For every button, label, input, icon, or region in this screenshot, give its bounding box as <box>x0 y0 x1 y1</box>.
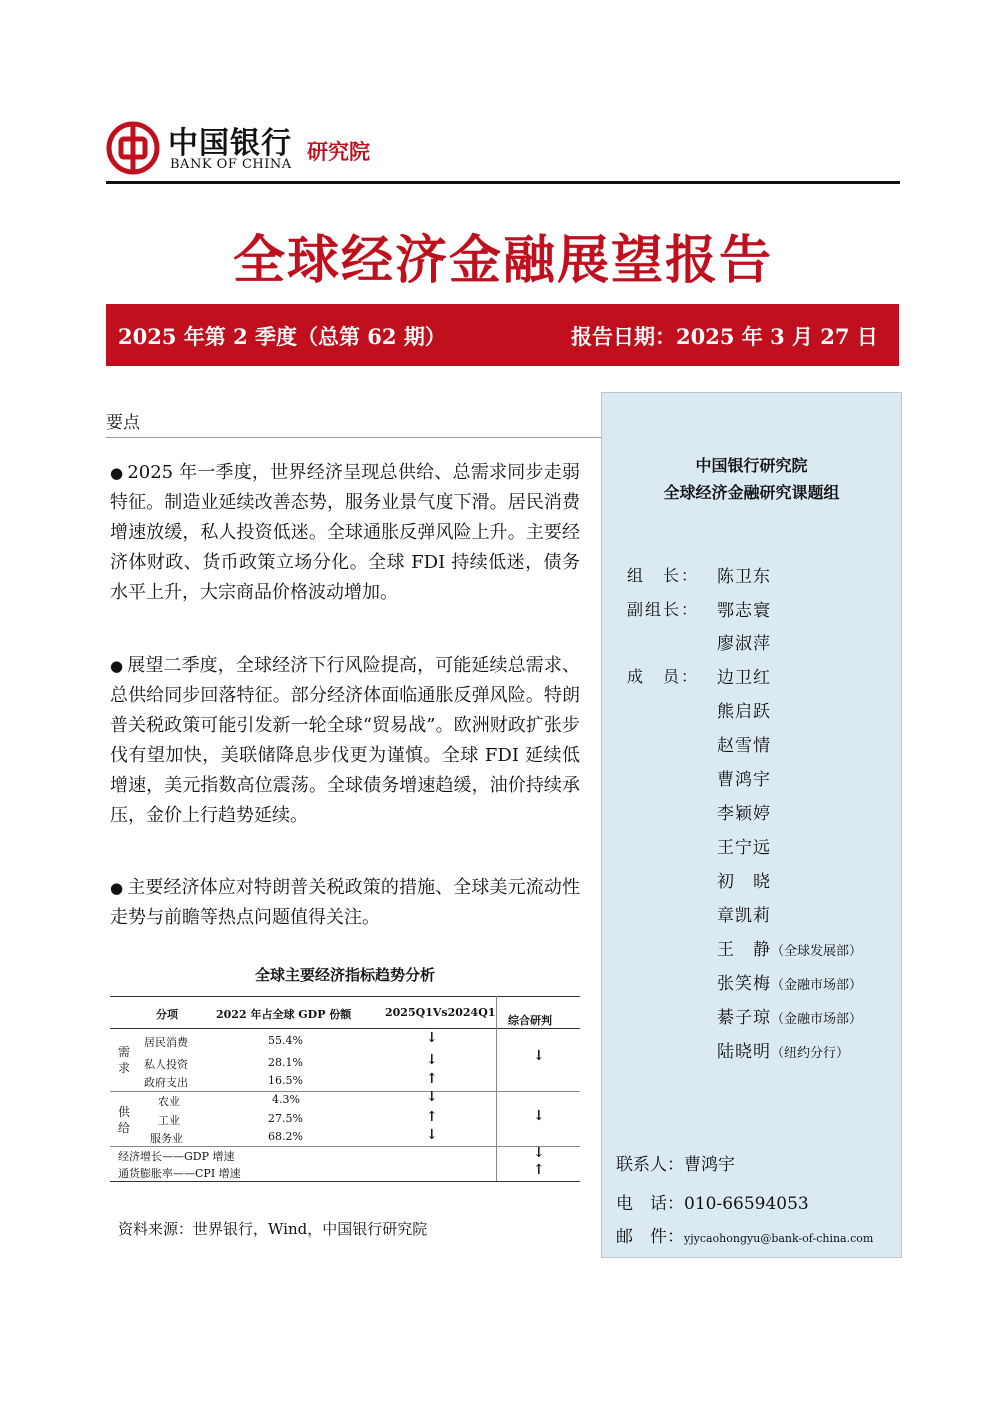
member-name: 张笑梅 <box>717 974 771 994</box>
member-name: 綦子琼 <box>717 1008 771 1028</box>
table-title: 全球主要经济指标趋势分析 <box>254 966 435 984</box>
member-name: 陆晓明 <box>717 1042 771 1062</box>
key-point-text: 展望二季度，全球经济下行风险提高，可能延续总需求、总供给同步回落特征。部分经济体面临通胀反弹风险。特朗普关税政策可能引发新一轮全球“贸易战”。欧洲财政扩张步伐有望加快，美联储降息步伐更为谨慎。全球 FDI 延续低增速，美元指数高位震荡。全球债务增速趋缓，油价持续承压，金价上行趋势延续。 <box>110 655 581 826</box>
table-group-divider <box>110 1091 580 1092</box>
brand-name-english: BANK OF CHINA <box>170 157 292 172</box>
trend-arrow-icon: ↓ <box>426 1030 438 1046</box>
report-date: 报告日期：2025 年 3 月 27 日 <box>571 324 878 349</box>
member-name: 初 晓 <box>717 872 771 892</box>
header-divider <box>106 181 900 184</box>
trend-arrow-icon: ↓ <box>426 1052 438 1068</box>
data-source-note: 资料来源：世界银行，Wind，中国银行研究院 <box>118 1220 428 1238</box>
key-points-divider <box>106 437 601 438</box>
table-row-item: 农业 <box>158 1095 180 1108</box>
key-point-paragraph <box>110 873 580 933</box>
member-entry <box>717 1037 849 1062</box>
email-line <box>616 1222 873 1247</box>
department-label: 研究院 <box>307 139 370 164</box>
table-row-item: 政府支出 <box>144 1076 188 1089</box>
report-title: 全球经济金融展望报告 <box>232 230 773 291</box>
members-label: 成 员： <box>627 667 700 686</box>
member-department: （金融市场部） <box>771 1012 863 1027</box>
table-header-item: 分项 <box>156 1008 178 1021</box>
table-row-item: 通货膨胀率——CPI 增速 <box>118 1167 241 1180</box>
table-header-share: 2022 年占全球 GDP 份额 <box>216 1008 352 1021</box>
table-row-item: 居民消费 <box>144 1036 188 1049</box>
member-name: 曹鸿宇 <box>717 770 771 790</box>
brand-name-chinese: 中国银行 <box>168 126 292 161</box>
key-point-text: 2025 年一季度，世界经济呈现总供给、总需求同步走弱特征。制造业延续改善态势，服务业景气度下滑。居民消费增速放缓，私人投资低迷。全球通胀反弹风险上升。主要经济体财政、货币政策立场分化。全球 FDI 持续低迷，债务水平上升，大宗商品价格波动增加。 <box>110 462 580 603</box>
key-point-text: 主要经济体应对特朗普关税政策的措施、全球美元流动性走势与前瞻等热点问题值得关注。 <box>110 877 581 928</box>
overall-arrow-icon: ↓ <box>533 1048 545 1064</box>
trend-arrow-icon: ↓ <box>426 1089 438 1105</box>
bullet-icon: ● <box>110 657 124 675</box>
email-label: 邮 件： <box>616 1227 684 1247</box>
demand-group-label: 需求 <box>117 1045 130 1075</box>
trend-arrow-icon: ↓ <box>426 1127 438 1143</box>
leader-label: 组 长： <box>627 566 700 585</box>
table-column-divider <box>496 996 497 1182</box>
table-row-item: 私人投资 <box>144 1058 188 1071</box>
table-row-share: 16.5% <box>268 1074 303 1087</box>
table-header-overall: 综合研判 <box>508 1014 552 1027</box>
bullet-icon: ● <box>110 879 124 897</box>
email-address[interactable]: yjycaohongyu@bank-of-china.com <box>684 1232 874 1245</box>
member-entry <box>717 935 862 960</box>
key-point-paragraph <box>110 651 580 831</box>
member-name: 章凯莉 <box>717 906 771 926</box>
member-department: （纽约分行） <box>771 1046 850 1061</box>
table-header-trend: 2025Q1Vs2024Q1 <box>385 1006 496 1019</box>
member-name: 李颖婷 <box>717 804 771 824</box>
phone-line <box>616 1189 809 1214</box>
table-row-share: 68.2% <box>268 1130 303 1143</box>
bullet-icon: ● <box>110 464 124 482</box>
phone-label: 电 话： <box>616 1194 684 1214</box>
member-name: 赵雪情 <box>717 736 771 756</box>
table-row-share: 27.5% <box>268 1112 303 1125</box>
member-department: （全球发展部） <box>771 944 863 959</box>
table-bottom-rule <box>110 1181 580 1182</box>
table-header-rule <box>110 1028 580 1029</box>
sidebar-group-name: 全球经济金融研究课题组 <box>663 483 840 502</box>
member-department: （金融市场部） <box>771 978 863 993</box>
contact-label: 联系人： <box>616 1155 684 1175</box>
leader-name: 陈卫东 <box>717 567 771 587</box>
research-team-sidebar <box>601 392 902 1258</box>
overall-arrow-icon: ↓ <box>533 1108 545 1124</box>
table-row-item: 服务业 <box>150 1132 183 1145</box>
overall-arrow-icon: ↑ <box>533 1162 545 1178</box>
member-name: 边卫红 <box>717 668 771 688</box>
table-row-share: 28.1% <box>268 1056 303 1069</box>
table-row-share: 4.3% <box>272 1093 300 1106</box>
member-name: 熊启跃 <box>717 702 771 722</box>
contact-line <box>616 1150 735 1175</box>
deputy-name: 廖淑萍 <box>717 634 771 654</box>
table-group-divider <box>110 1146 580 1147</box>
issue-number: 2025 年第 2 季度（总第 62 期） <box>118 324 446 349</box>
table-row-item: 经济增长——GDP 增速 <box>118 1150 235 1163</box>
member-name: 王宁远 <box>717 838 771 858</box>
trend-arrow-icon: ↑ <box>426 1071 438 1087</box>
deputy-label: 副组长： <box>627 600 700 619</box>
table-top-rule <box>110 996 580 997</box>
bank-of-china-logo <box>106 121 160 175</box>
phone-number: 010-66594053 <box>684 1194 809 1214</box>
supply-group-label: 供给 <box>117 1105 130 1135</box>
table-row-item: 工业 <box>158 1114 180 1127</box>
contact-name: 曹鸿宇 <box>684 1155 735 1175</box>
key-points-heading: 要点 <box>106 413 140 433</box>
overall-arrow-icon: ↓ <box>533 1145 545 1161</box>
table-row-share: 55.4% <box>268 1034 303 1047</box>
deputy-name: 鄂志寰 <box>717 601 771 621</box>
member-entry <box>717 969 862 994</box>
member-entry <box>717 1003 862 1028</box>
trend-arrow-icon: ↑ <box>426 1109 438 1125</box>
sidebar-org-name: 中国银行研究院 <box>695 456 808 475</box>
key-point-paragraph <box>110 458 580 608</box>
member-name: 王 静 <box>717 940 771 960</box>
